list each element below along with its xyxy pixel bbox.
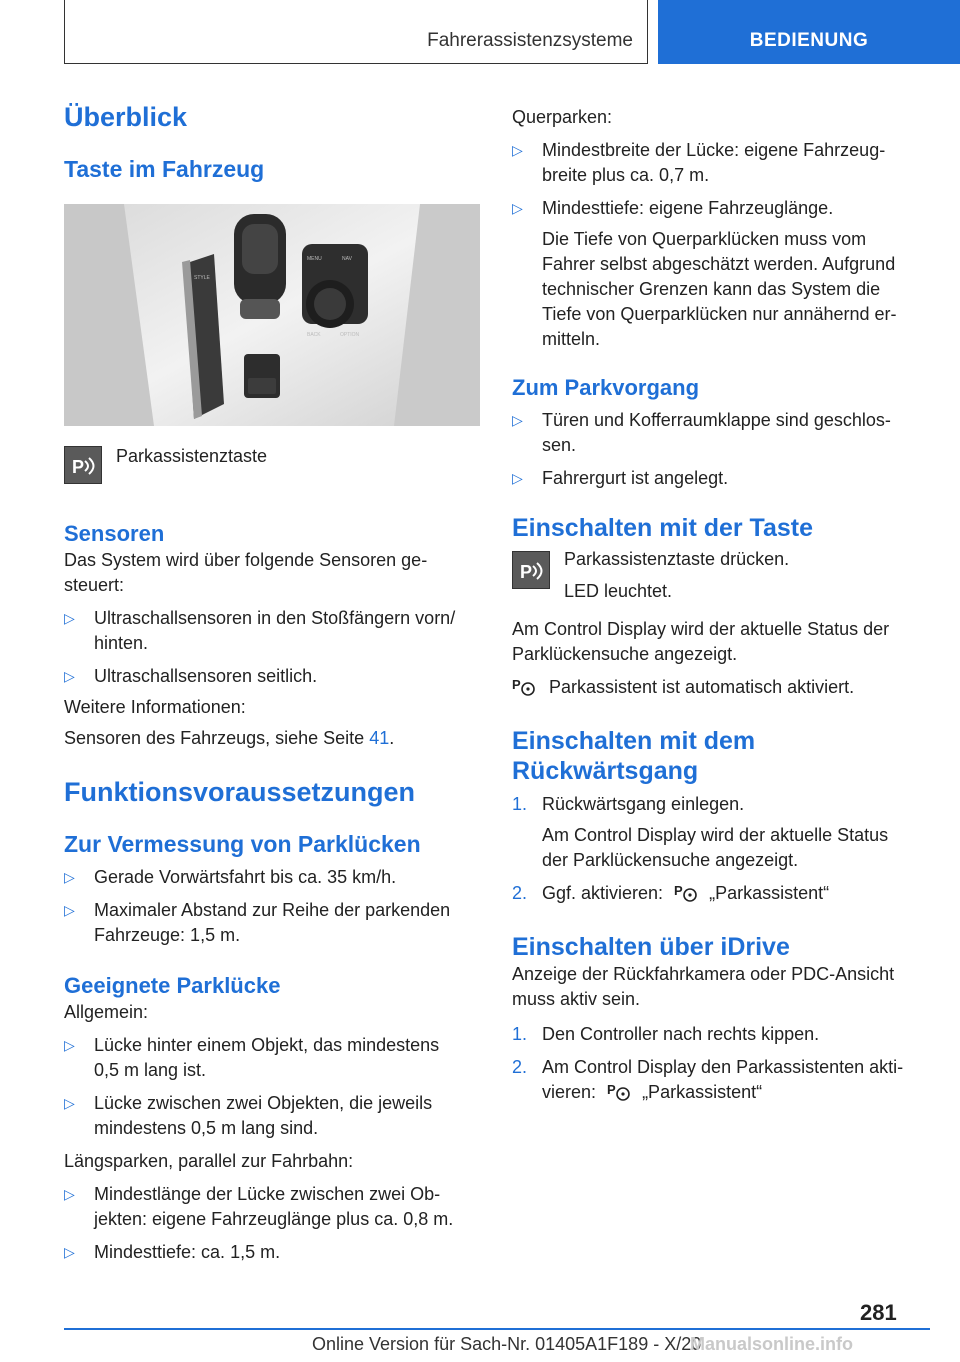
idrive-intro-line-1: Anzeige der Rückfahrkamera oder PDC-Ansicht: [512, 964, 895, 984]
cross-parking-label: Querparken:: [512, 107, 613, 127]
list-item: ▷ Mindesttiefe: ca. 1,5 m.: [64, 1240, 484, 1265]
svg-text:P: P: [607, 1082, 616, 1097]
heading-switch-on-idrive: Einschalten über iDrive: [512, 933, 790, 961]
list-marker-icon: ▷: [64, 1037, 75, 1053]
left-column: [64, 100, 484, 1265]
sensors-intro-line-1: Das System wird über folgende Sensoren ge-: [64, 550, 428, 570]
idrive-step-continuation: vieren: P „Parkassistent“: [512, 1080, 924, 1109]
park-assistant-icon: [607, 1080, 633, 1109]
list-item-continuation: hinten.: [94, 633, 149, 653]
center-console-photo: [64, 204, 480, 426]
cross-note-line: Die Tiefe von Querparklücken muss vom: [542, 229, 867, 249]
heading-suitable-space: Geeignete Parklücke: [64, 973, 281, 998]
list-item: ▷ Lücke hinter einem Objekt, das mindestens: [64, 1033, 484, 1058]
heading-sensors: Sensoren: [64, 521, 165, 546]
sensors-intro-line-2: steuert:: [64, 575, 125, 595]
numbered-step: 1. Rückwärtsgang einlegen.: [512, 794, 745, 814]
led-on-text: LED leuchtet.: [564, 581, 673, 601]
list-marker-icon: ▷: [512, 200, 523, 216]
list-item: ▷ Mindestbreite der Lücke: eigene Fahrzeug-: [512, 138, 924, 163]
footer-online-version: Online Version für Sach-Nr. 01405A1F189 - X/20: [312, 1334, 702, 1354]
list-item: ▷ Gerade Vorwärtsfahrt bis ca. 35 km/h.: [64, 865, 484, 890]
cross-note-line: technischer Grenzen kann das System die: [542, 279, 881, 299]
list-item: ▷ Fahrergurt ist angelegt.: [512, 466, 924, 491]
list-item: ▷ Ultraschallsensoren in den Stoßfängern vorn/: [64, 606, 484, 631]
list-item: ▷ Türen und Kofferraumklappe sind geschlos-: [512, 408, 924, 433]
footer-divider: [64, 1328, 930, 1330]
list-marker-icon: ▷: [64, 1244, 75, 1260]
heading-parking-procedure: Zum Parkvorgang: [512, 375, 700, 400]
list-marker-icon: ▷: [64, 1186, 75, 1202]
list-marker-icon: ▷: [64, 610, 75, 626]
auto-active-row: P Parkassistent ist automatisch aktiviert.: [512, 675, 924, 704]
status-text-line-1: Am Control Display wird der aktuelle Status der: [512, 619, 890, 639]
list-item-continuation: Fahrzeuge: 1,5 m.: [94, 925, 241, 945]
heading-button-in-vehicle: Taste im Fahrzeug: [64, 156, 265, 182]
park-assist-button-icon: [64, 446, 102, 484]
list-marker-icon: ▷: [512, 470, 523, 486]
list-item-continuation: jekten: eigene Fahrzeuglänge plus ca. 0,8 m.: [94, 1209, 454, 1229]
header-section-box: [64, 0, 648, 64]
watermark: Manualsonline.info: [690, 1334, 854, 1354]
heading-overview: Überblick: [64, 102, 188, 132]
center-console-illustration: [64, 204, 480, 426]
heading-switch-on-reverse-line-2: Rückwärtsgang: [512, 757, 699, 785]
general-label: Allgemein:: [64, 1002, 149, 1022]
list-marker-icon: ▷: [512, 142, 523, 158]
page-number: 281: [860, 1300, 897, 1325]
list-item-continuation: 0,5 m lang ist.: [94, 1060, 207, 1080]
list-marker-icon: ▷: [64, 902, 75, 918]
parkassistent-label: „Parkassistent“: [709, 883, 830, 903]
status-text-line-2: Parklückensuche angezeigt.: [512, 644, 738, 664]
photo-label-option: OPTION: [340, 332, 360, 338]
icon-caption: Parkassistenztaste: [116, 446, 268, 466]
press-button-row: [512, 547, 924, 609]
photo-label-back: BACK: [307, 332, 321, 338]
heading-switch-on-reverse-line-1: Einschalten mit dem: [512, 727, 756, 755]
list-item: ▷ Lücke zwischen zwei Objekten, die jeweils: [64, 1091, 484, 1116]
icon-caption-row: [64, 446, 484, 488]
list-marker-icon: ▷: [512, 412, 523, 428]
heading-measure: Zur Vermessung von Parklücken: [64, 831, 421, 857]
cross-note-line: Tiefe von Querparklücken nur annähernd er-: [542, 304, 897, 324]
photo-label-style: STYLE: [194, 275, 210, 281]
header-section-title: Fahrerassistenzsysteme: [427, 30, 633, 51]
list-marker-icon: ▷: [64, 668, 75, 684]
page-link[interactable]: 41: [369, 728, 390, 748]
press-button-text: Parkassistenztaste drücken.: [564, 549, 790, 569]
list-item-continuation: sen.: [542, 435, 577, 455]
heading-requirements: Funktionsvoraussetzungen: [64, 777, 416, 807]
idrive-intro-line-2: muss aktiv sein.: [512, 989, 641, 1009]
header-chapter-title: BEDIENUNG: [749, 30, 869, 51]
reverse-note-line-2: der Parklückensuche angezeigt.: [542, 850, 799, 870]
numbered-step: 1. Den Controller nach rechts kippen.: [512, 1024, 820, 1044]
list-item-continuation: mindestens 0,5 m lang sind.: [94, 1118, 319, 1138]
reverse-note-line-1: Am Control Display wird der aktuelle Status: [542, 825, 889, 845]
cross-note-line: mitteln.: [542, 329, 601, 349]
heading-switch-on-button: Einschalten mit der Taste: [512, 514, 814, 542]
list-marker-icon: ▷: [64, 1095, 75, 1111]
list-marker-icon: ▷: [64, 869, 75, 885]
park-assistant-icon: [674, 881, 700, 910]
numbered-step: 2. Ggf. aktivieren: P „Parkassistent“: [512, 881, 924, 910]
right-column: [512, 105, 924, 1109]
svg-text:P: P: [674, 883, 683, 898]
list-item-continuation: breite plus ca. 0,7 m.: [542, 165, 710, 185]
photo-label-nav: NAV: [342, 256, 352, 262]
see-page-reference: Sensoren des Fahrzeugs, siehe Seite 41.: [64, 728, 395, 748]
svg-text:P: P: [512, 677, 521, 692]
park-assist-button-icon: [512, 551, 550, 589]
svg-text:P: P: [72, 457, 85, 477]
parallel-label: Längsparken, parallel zur Fahrbahn:: [64, 1151, 354, 1171]
numbered-step: 2. Am Control Display den Parkassistenten akti-: [512, 1057, 904, 1077]
parkassistent-label: „Parkassistent“: [642, 1082, 763, 1102]
cross-note-line: Fahrer selbst abgeschätzt werden. Aufgrund: [542, 254, 896, 274]
park-assistant-icon: [512, 675, 538, 704]
svg-text:P: P: [520, 562, 533, 582]
list-item: ▷ Maximaler Abstand zur Reihe der parkenden: [64, 898, 484, 923]
list-item: ▷ Mindesttiefe: eigene Fahrzeuglänge.: [512, 196, 924, 221]
list-item: ▷ Mindestlänge der Lücke zwischen zwei Ob-: [64, 1182, 484, 1207]
photo-label-menu: MENU: [307, 256, 322, 262]
header-chapter-tab: [658, 0, 960, 64]
list-item: ▷ Ultraschallsensoren seitlich.: [64, 664, 484, 689]
more-info: Weitere Informationen:: [64, 697, 246, 717]
